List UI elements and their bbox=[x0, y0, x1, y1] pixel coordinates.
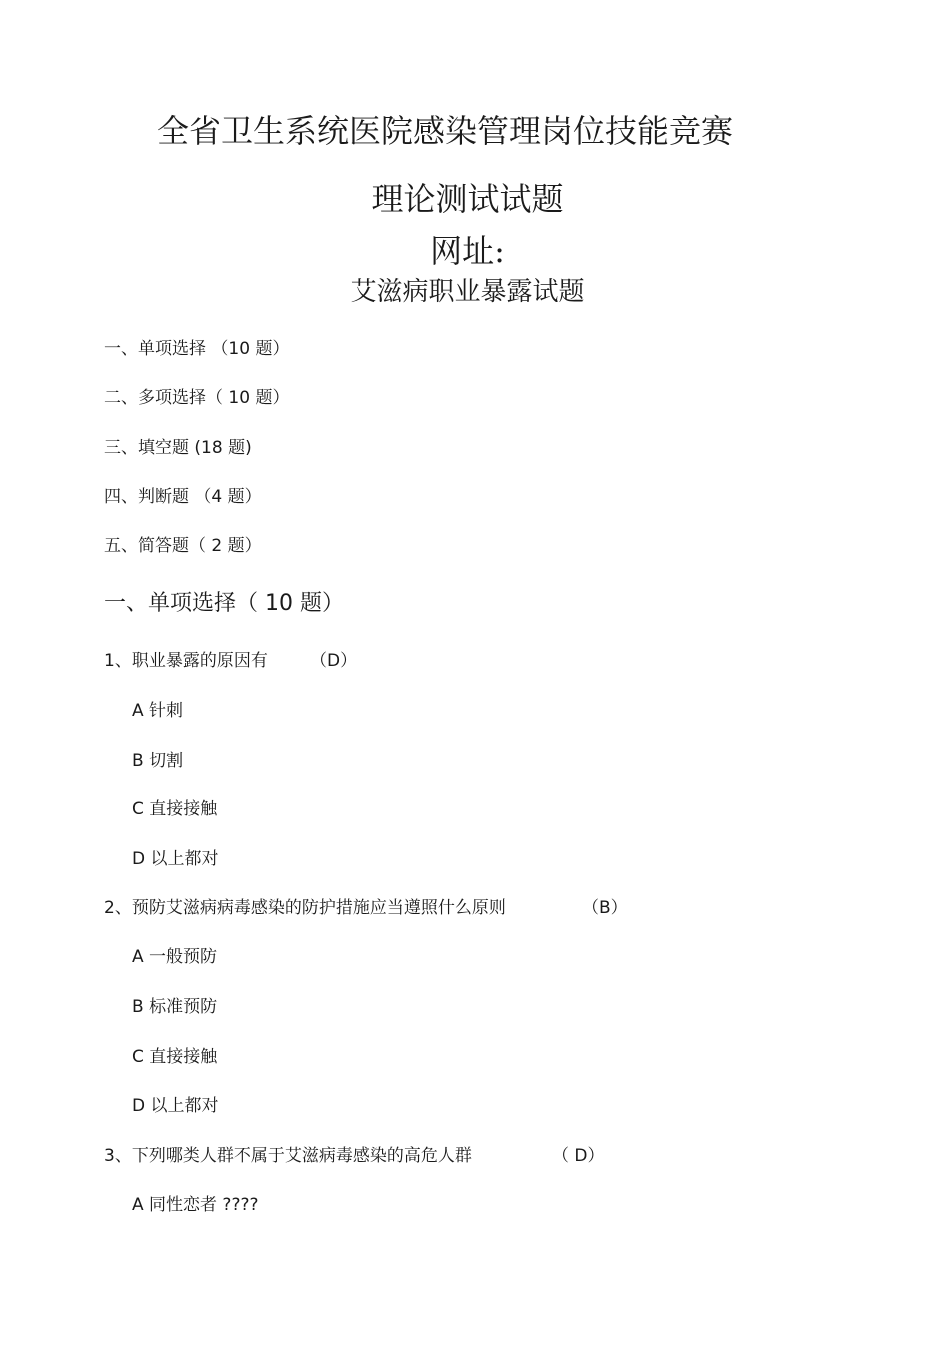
url-label: 网址: bbox=[430, 232, 505, 270]
question-1-option-c: C 直接接触 bbox=[132, 799, 218, 819]
question-3-stem: 3、下列哪类人群不属于艾滋病毒感染的高危人群 bbox=[104, 1146, 472, 1166]
question-3-option-a: A 同性恋者 ???? bbox=[132, 1195, 259, 1215]
question-1-option-b: B 切割 bbox=[132, 751, 184, 771]
question-2-option-a: A 一般预防 bbox=[132, 947, 218, 967]
question-1-option-d: D 以上都对 bbox=[132, 849, 219, 869]
question-1-option-a: A 针刺 bbox=[132, 701, 184, 721]
question-2-option-b: B 标准预防 bbox=[132, 997, 218, 1017]
question-1-stem: 1、职业暴露的原因有 bbox=[104, 651, 268, 671]
document-title: 全省卫生系统医院感染管理岗位技能竞赛 bbox=[156, 112, 733, 150]
question-2-option-c: C 直接接触 bbox=[132, 1047, 218, 1067]
toc-item-multiple-choice: 二、多项选择（ 10 题） bbox=[104, 388, 290, 408]
toc-item-true-false: 四、判断题 （4 题） bbox=[104, 487, 262, 507]
toc-item-short-answer: 五、简答题（ 2 题） bbox=[104, 536, 262, 556]
question-2-stem: 2、预防艾滋病病毒感染的防护措施应当遵照什么原则 bbox=[104, 898, 506, 918]
question-2-option-d: D 以上都对 bbox=[132, 1096, 219, 1116]
question-1-answer: （D） bbox=[310, 651, 358, 671]
toc-item-single-choice: 一、单项选择 （10 题） bbox=[104, 339, 290, 359]
question-2-answer: （B） bbox=[582, 898, 628, 918]
section-heading-single-choice: 一、单项选择（ 10 题） bbox=[104, 591, 344, 616]
question-3-answer: （ D） bbox=[552, 1146, 605, 1166]
topic-heading: 艾滋病职业暴露试题 bbox=[350, 277, 585, 307]
document-subtitle: 理论测试试题 bbox=[371, 180, 564, 218]
toc-item-fill-blank: 三、填空题 (18 题) bbox=[104, 438, 252, 458]
